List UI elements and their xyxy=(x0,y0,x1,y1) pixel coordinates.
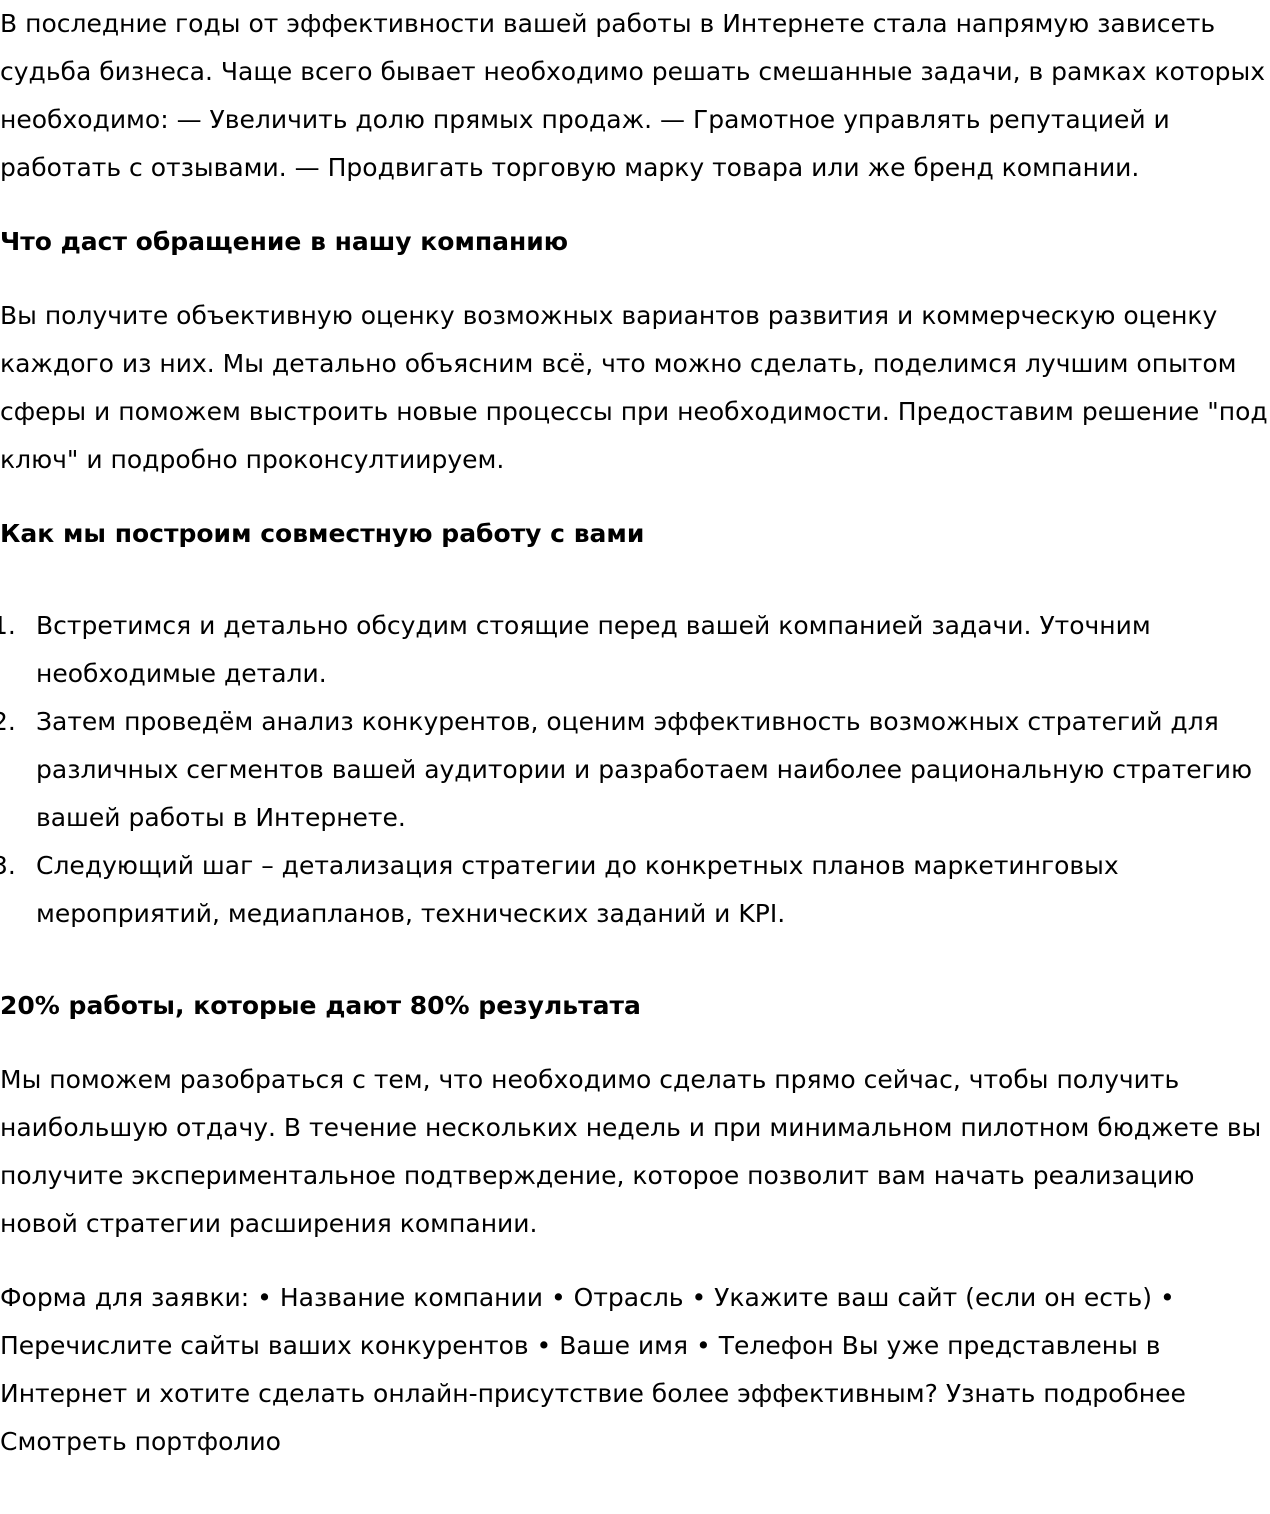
process-heading: Как мы построим совместную работу с вами xyxy=(0,519,645,548)
portfolio-link[interactable]: Смотреть портфолио xyxy=(0,1427,281,1456)
pareto-paragraph: Мы поможем разобраться с тем, что необходимо сделать прямо сейчас, чтобы получить наибольшую отдачу. В течение нескольких недель и при минимальном пилотном бюджете вы получите экспериментальное подтверждение, которое позволит вам начать реализацию новой стратегии расширения компании. xyxy=(0,1065,1262,1238)
process-step: Следующий шаг – детализация стратегии до конкретных планов маркетинговых мероприятий, медиапланов, технических заданий и KPI. xyxy=(36,851,1119,928)
process-step: Затем проведём анализ конкурентов, оценим эффективность возможных стратегий для различных сегментов вашей аудитории и разработаем наиболее рациональную стратегию вашей работы в Интернете. xyxy=(36,707,1253,832)
pareto-heading: 20% работы, которые дают 80% результата xyxy=(0,991,641,1020)
form-paragraph xyxy=(0,1274,1270,1466)
learn-more-link[interactable]: Узнать подробнее xyxy=(945,1379,1186,1408)
form-description: Форма для заявки: • Название компании • Отрасль • Укажите ваш сайт (если он есть) • Перечислите сайты ваших конкурентов • Ваше имя • Телефон Вы уже представлены в Интернет и хотите сделать онлайн-присутствие более эффективным? xyxy=(0,1283,1175,1408)
process-steps-list xyxy=(0,602,1270,938)
intro-paragraph: В последние годы от эффективности вашей работы в Интернете стала напрямую зависеть судьба бизнеса. Чаще всего бывает необходимо решать смешанные задачи, в рамках которых необходимо: — Увеличить долю прямых продаж. — Грамотное управлять репутацией и работать с отзывами. — Продвигать торговую марку товара или же бренд компании. xyxy=(0,9,1266,182)
offer-heading: Что даст обращение в нашу компанию xyxy=(0,227,569,256)
offer-paragraph: Вы получите объективную оценку возможных вариантов развития и коммерческую оценку каждого из них. Мы детально объясним всё, что можно сделать, поделимся лучшим опытом сферы и поможем выстроить новые процессы при необходимости. Предоставим решение "под ключ" и подробно проконсултиируем. xyxy=(0,301,1268,474)
process-step: Встретимся и детально обсудим стоящие перед вашей компанией задачи. Уточним необходимые детали. xyxy=(36,611,1151,688)
